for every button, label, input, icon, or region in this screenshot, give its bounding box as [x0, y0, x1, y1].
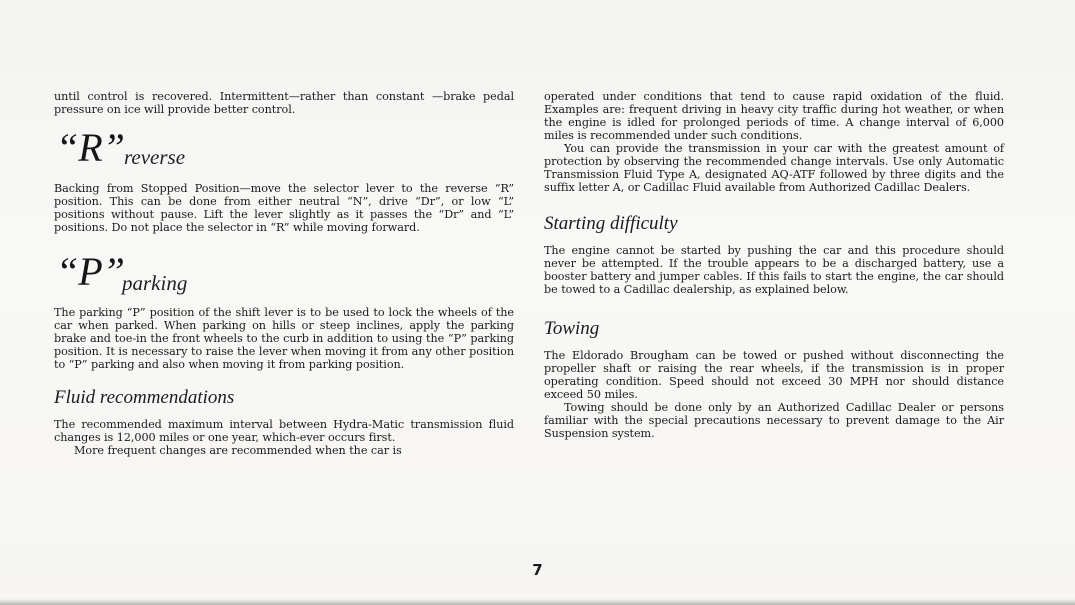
intro-paragraph: until control is recovered. Intermittent—rather than constant —brake pedal pressure on ice will provide better control.	[54, 90, 514, 116]
right-column	[544, 90, 1004, 440]
parking-heading-letter: “P”	[56, 249, 125, 294]
page-number: 7	[532, 561, 543, 579]
starting-paragraph: The engine cannot be started by pushing the car and this procedure should never be attempted. If the trouble appears to be a discharged battery, use a booster battery and jumper cables. If this fails to start the engine, the car should be towed to a Cadillac dealership, as explained below.	[544, 244, 1004, 296]
reverse-paragraph: Backing from Stopped Position—move the selector lever to the reverse “R” position. This can be done from either neutral “N”, drive “Dr”, or low “L” positions without pause. Lift the lever slightly as it passes the “Dr” and “L” positions. Do not place the selector in “R” while moving forward.	[54, 182, 514, 234]
fluid-continued-paragraph-2: You can provide the transmission in your car with the greatest amount of protection by observing the recommended change intervals. Use only Automatic Transmission Fluid Type A, designated AQ-ATF followed by three digits and the suffix letter A, or Cadillac Fluid available from Authorized Cadillac Dealers.	[544, 142, 1004, 194]
fluid-paragraph-2: More frequent changes are recommended when the car is	[74, 444, 402, 457]
parking-heading-word: parking	[122, 271, 188, 295]
left-column	[54, 90, 514, 457]
reverse-heading-letter: “R”	[56, 125, 125, 170]
fluid-continued-paragraph-1: operated under conditions that tend to cause rapid oxidation of the fluid. Examples are: frequent driving in heavy city traffic during hot weather, or when the engine is idled for prolonged periods of time. A change interval of 6,000 miles is recommended under such conditions.	[544, 90, 1004, 142]
towing-heading: Towing	[544, 318, 600, 339]
reverse-heading	[54, 126, 514, 174]
fluid-heading: Fluid recommendations	[54, 387, 235, 408]
towing-paragraph-2: Towing should be done only by an Authorized Cadillac Dealer or persons familiar with the special precautions necessary to prevent damage to the Air Suspension system.	[544, 401, 1004, 440]
reverse-heading-word: reverse	[124, 145, 186, 169]
parking-paragraph: The parking “P” position of the shift lever is to be used to lock the wheels of the car when parked. When parking on hills or steep inclines, apply the parking brake and toe-in the front wheels to the curb in addition to using the “P” parking position. It is necessary to raise the lever when moving it from any other position to “P” parking and also when moving it from parking position.	[54, 306, 514, 371]
page-bottom-edge	[0, 599, 1075, 605]
fluid-paragraph-1: The recommended maximum interval between Hydra-Matic transmission fluid changes is 12,000 miles or one year, which-ever occurs first.	[54, 418, 514, 444]
towing-paragraph-1: The Eldorado Brougham can be towed or pushed without disconnecting the propeller shaft or raising the rear wheels, if the transmission is in proper operating condition. Speed should not exceed 30 MPH nor should distance exceed 50 miles.	[544, 349, 1004, 401]
parking-heading	[54, 250, 514, 298]
starting-heading: Starting difficulty	[544, 213, 678, 234]
